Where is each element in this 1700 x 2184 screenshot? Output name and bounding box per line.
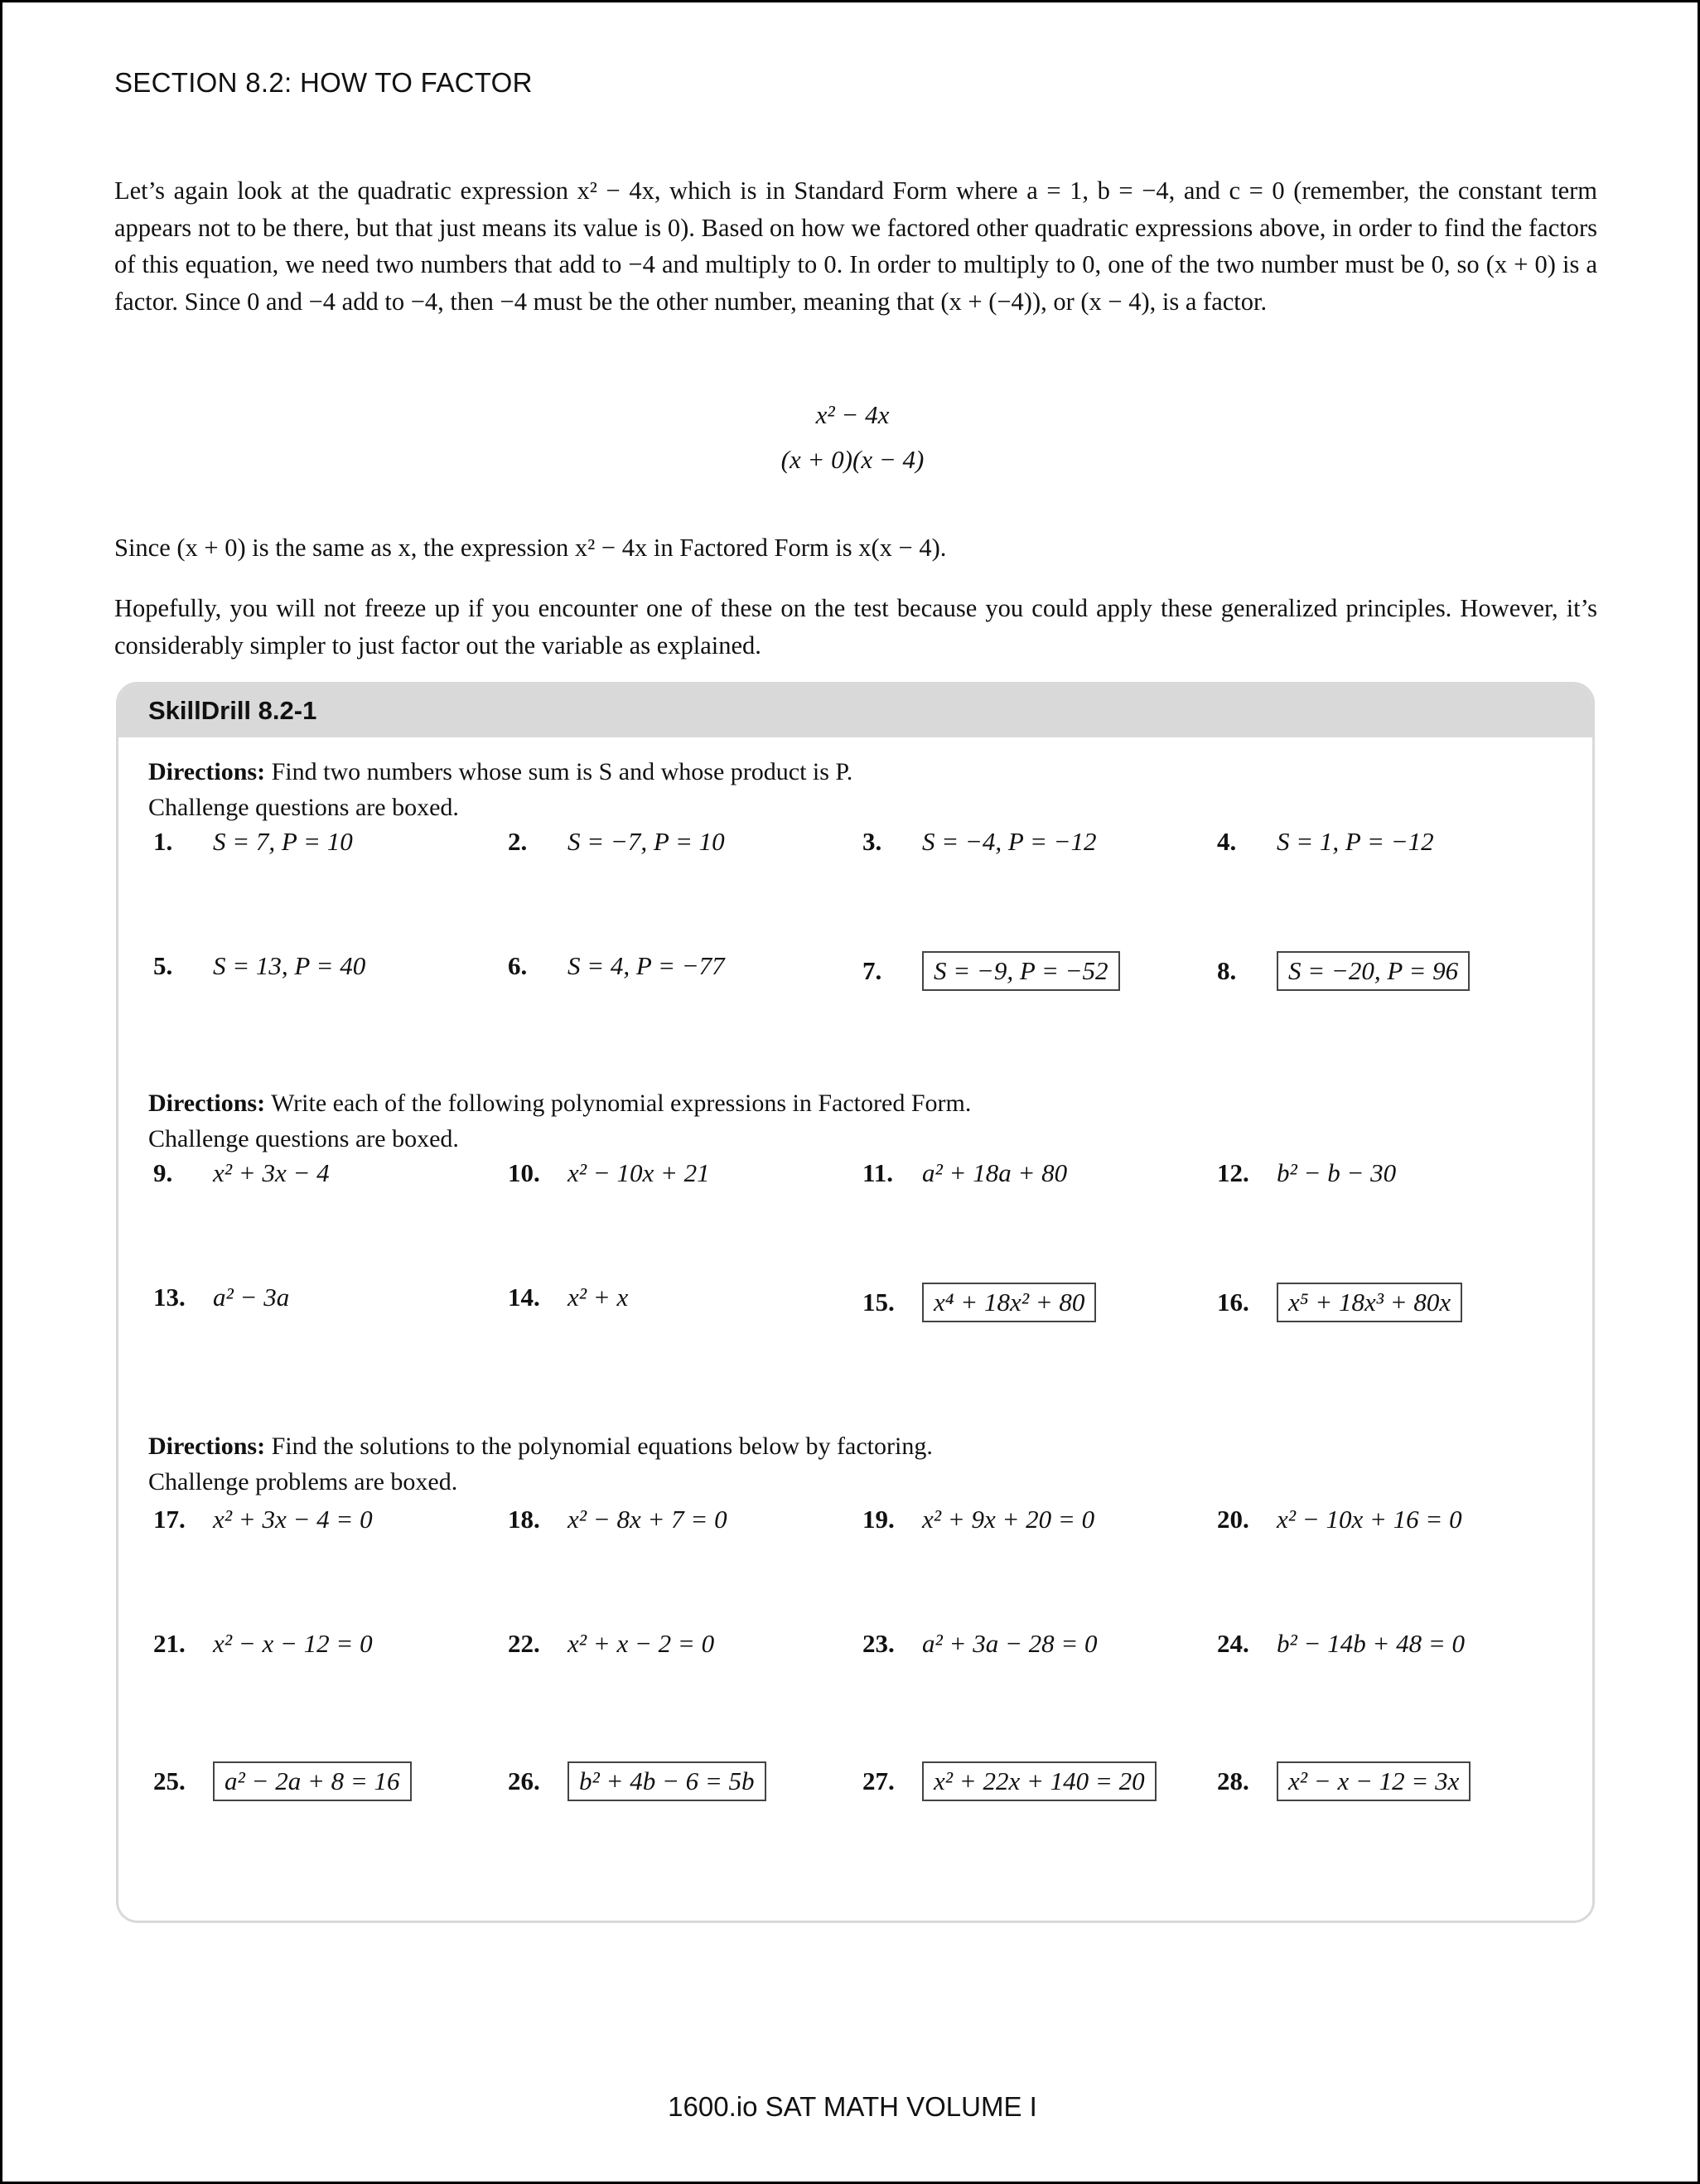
- problem-number: 5.: [153, 951, 173, 980]
- problem-expression: S = 1, P = −12: [1277, 827, 1434, 856]
- problem-item: [153, 1505, 373, 1534]
- problem-item: [1217, 1283, 1462, 1322]
- intro-paragraph-3: Hopefully, you will not freeze up if you encounter one of these on the test because you could apply these generalized principles. However, it’s considerably simpler to just factor out the variable as explained.: [114, 594, 1597, 660]
- problem-expression: x² + x − 2 = 0: [567, 1629, 715, 1658]
- problem-expression: S = −7, P = 10: [567, 827, 725, 856]
- problem-number: 19.: [862, 1505, 895, 1534]
- intro-paragraph-2: Since (x + 0) is the same as x, the expression x² − 4x in Factored Form is x(x − 4).: [114, 534, 947, 562]
- problem-number: 4.: [1217, 827, 1237, 856]
- problem-number: 23.: [862, 1629, 895, 1658]
- problem-expression: x² − 8x + 7 = 0: [567, 1505, 727, 1534]
- problem-number: 15.: [862, 1288, 895, 1317]
- boxed-challenge-expression: x² − x − 12 = 3x: [1277, 1761, 1471, 1801]
- problem-number: 8.: [1217, 956, 1237, 985]
- directions-text: Find two numbers whose sum is S and whose product is P.: [271, 758, 853, 785]
- problem-item: [508, 1761, 766, 1801]
- problem-item: [862, 1761, 1157, 1801]
- problem-expression: S = 7, P = 10: [213, 827, 353, 856]
- problem-item: [153, 1629, 373, 1659]
- problem-number: 10.: [508, 1158, 540, 1187]
- problem-expression: b² − b − 30: [1277, 1158, 1397, 1187]
- problem-number: 28.: [1217, 1766, 1249, 1795]
- boxed-challenge-expression: S = −20, P = 96: [1277, 951, 1470, 991]
- directions-label: Directions:: [148, 1433, 266, 1460]
- problem-number: 12.: [1217, 1158, 1249, 1187]
- directions-text: Write each of the following polynomial expressions in Factored Form.: [271, 1090, 972, 1117]
- problem-expression: x² − 10x + 21: [567, 1158, 710, 1187]
- problem-item: [1217, 1629, 1465, 1659]
- directions-label: Directions:: [148, 758, 266, 785]
- display-math-line-2: [2, 445, 1700, 475]
- problem-expression: S = 4, P = −77: [567, 951, 725, 980]
- directions-text: Find the solutions to the polynomial equations below by factoring.: [271, 1433, 933, 1460]
- problem-expression: a² + 3a − 28 = 0: [922, 1629, 1098, 1658]
- math-expression: x² − 4x: [815, 400, 890, 429]
- problem-number: 26.: [508, 1766, 540, 1795]
- problem-item: [153, 951, 365, 981]
- directions-3: [148, 1428, 933, 1500]
- boxed-challenge-expression: S = −9, P = −52: [922, 951, 1120, 991]
- problem-number: 6.: [508, 951, 528, 980]
- directions-2: [148, 1085, 971, 1157]
- challenge-note: Challenge questions are boxed.: [148, 794, 459, 821]
- problem-number: 14.: [508, 1283, 540, 1312]
- boxed-challenge-expression: x² + 22x + 140 = 20: [922, 1761, 1157, 1801]
- problem-number: 7.: [862, 956, 882, 985]
- problem-expression: a² + 18a + 80: [922, 1158, 1068, 1187]
- problem-item: [1217, 827, 1434, 857]
- problem-number: 20.: [1217, 1505, 1249, 1534]
- skilldrill-title: SkillDrill 8.2-1: [118, 684, 1592, 737]
- problem-item: [508, 1158, 710, 1188]
- skilldrill-box: [116, 682, 1595, 1923]
- problem-number: 3.: [862, 827, 882, 856]
- problem-expression: x² + 9x + 20 = 0: [922, 1505, 1095, 1534]
- problem-expression: x² + 3x − 4: [213, 1158, 330, 1187]
- problem-number: 13.: [153, 1283, 186, 1312]
- problem-number: 24.: [1217, 1629, 1249, 1658]
- problem-item: [1217, 1761, 1471, 1801]
- problem-expression: x² − 10x + 16 = 0: [1277, 1505, 1462, 1534]
- problem-expression: S = −4, P = −12: [922, 827, 1097, 856]
- boxed-challenge-expression: x⁴ + 18x² + 80: [922, 1283, 1096, 1322]
- directions-label: Directions:: [148, 1090, 266, 1117]
- problem-item: [508, 1629, 714, 1659]
- problem-number: 16.: [1217, 1288, 1249, 1317]
- problem-item: [508, 951, 725, 981]
- problem-item: [862, 1629, 1098, 1659]
- math-expression: (x + 0)(x − 4): [780, 445, 925, 474]
- boxed-challenge-expression: a² − 2a + 8 = 16: [213, 1761, 412, 1801]
- problem-item: [1217, 1505, 1462, 1534]
- problem-number: 25.: [153, 1766, 186, 1795]
- problem-item: [508, 1505, 727, 1534]
- section-title: SECTION 8.2: HOW TO FACTOR: [114, 67, 533, 98]
- page-footer: 1600.io SAT MATH VOLUME I: [668, 2091, 1037, 2122]
- challenge-note: Challenge problems are boxed.: [148, 1468, 458, 1495]
- problem-number: 21.: [153, 1629, 186, 1658]
- problem-item: [508, 1283, 628, 1312]
- problem-item: [153, 1283, 289, 1312]
- problem-number: 18.: [508, 1505, 540, 1534]
- problem-expression: S = 13, P = 40: [213, 951, 366, 980]
- problem-number: 27.: [862, 1766, 895, 1795]
- problem-number: 9.: [153, 1158, 173, 1187]
- boxed-challenge-expression: x⁵ + 18x³ + 80x: [1277, 1283, 1462, 1322]
- problem-number: 1.: [153, 827, 173, 856]
- problem-expression: a² − 3a: [213, 1283, 290, 1312]
- problem-number: 2.: [508, 827, 528, 856]
- boxed-challenge-expression: b² + 4b − 6 = 5b: [567, 1761, 766, 1801]
- directions-1: [148, 754, 852, 825]
- problem-expression: x² + x: [567, 1283, 629, 1312]
- problem-item: [153, 827, 353, 857]
- problem-number: 22.: [508, 1629, 540, 1658]
- problem-item: [862, 951, 1120, 991]
- intro-paragraph-1: Let’s again look at the quadratic expression x² − 4x, which is in Standard Form where a = 1, b = −4, and c = 0 (remember, the constant term appears not to be there, but that just means its value is 0). Based on how we factored other quadratic expressions above, in order to find the factors of this equation, we need two numbers that add to −4 and multiply to 0. In order to multiply to 0, one of the two number must be 0, so (x + 0) is a factor. Since 0 and −4 add to −4, then −4 must be the other number, meaning that (x + (−4)), or (x − 4), is a factor.: [114, 176, 1597, 316]
- problem-item: [862, 827, 1097, 857]
- problem-item: [1217, 1158, 1396, 1188]
- challenge-note: Challenge questions are boxed.: [148, 1125, 459, 1152]
- problem-expression: x² − x − 12 = 0: [213, 1629, 373, 1658]
- problem-item: [153, 1761, 412, 1801]
- problem-expression: x² + 3x − 4 = 0: [213, 1505, 373, 1534]
- problem-number: 11.: [862, 1158, 894, 1187]
- display-math-line-1: [2, 400, 1700, 430]
- problem-item: [862, 1158, 1067, 1188]
- problem-number: 17.: [153, 1505, 186, 1534]
- problem-item: [153, 1158, 330, 1188]
- problem-item: [1217, 951, 1470, 991]
- problem-item: [508, 827, 725, 857]
- problem-expression: b² − 14b + 48 = 0: [1277, 1629, 1466, 1658]
- problem-item: [862, 1505, 1094, 1534]
- problem-item: [862, 1283, 1096, 1322]
